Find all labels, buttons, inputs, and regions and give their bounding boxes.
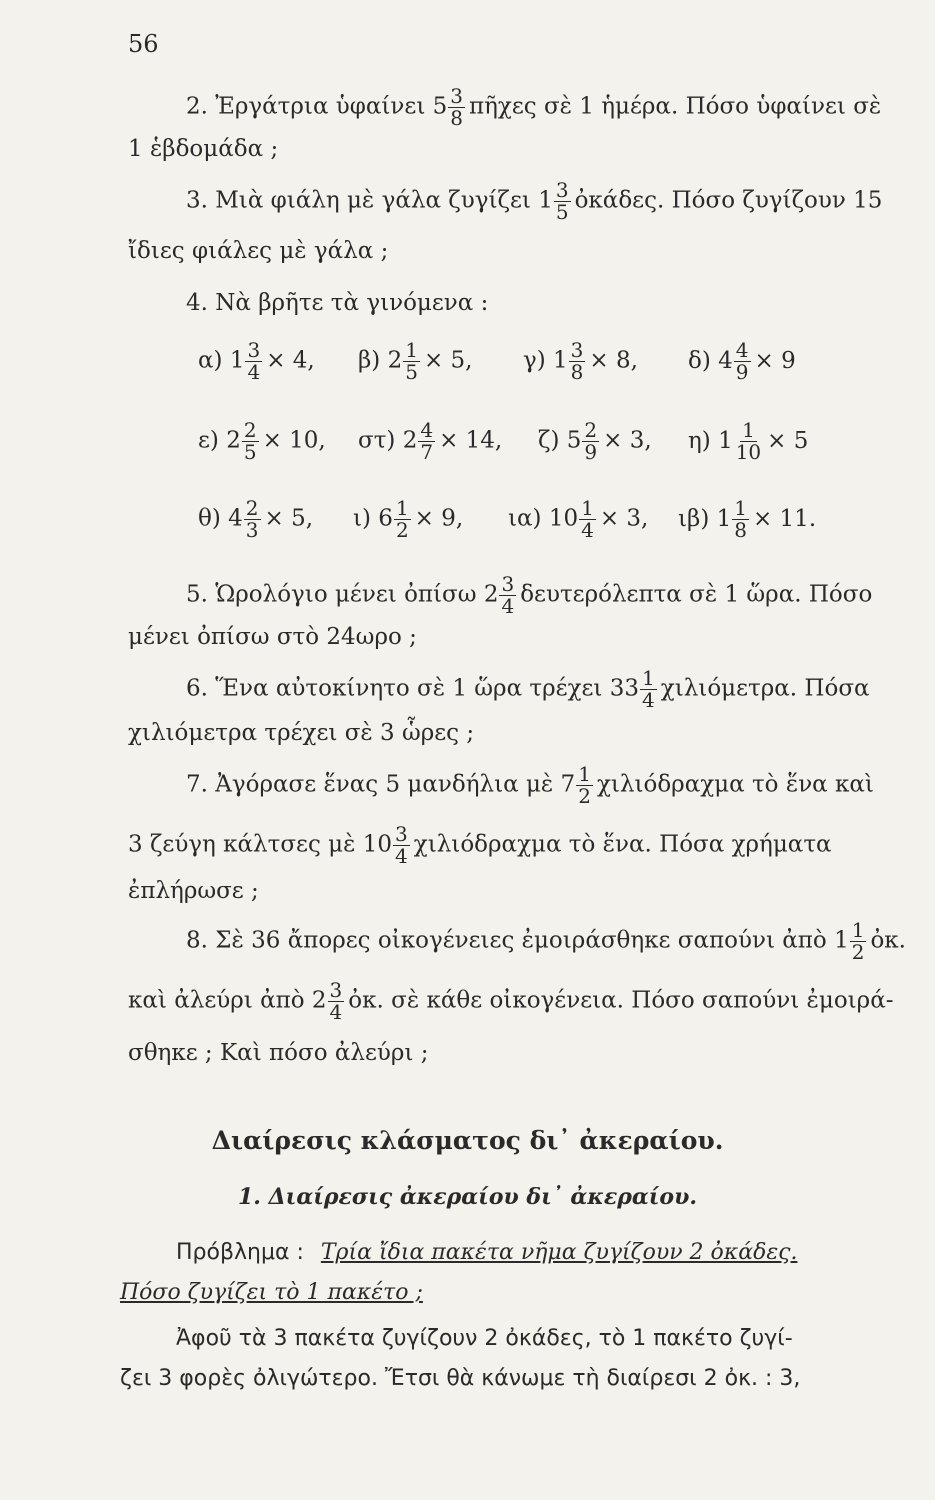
problem-8-line-2: καὶ ἀλεύρι ἀπὸ 2 $\frac{3}{4}$ ὀκ. σὲ κάθε οἰκογένεια. Πόσο σαπούνι ἐμοιρά- bbox=[128, 978, 894, 1024]
answer-line-1: Ἀφοῦ τὰ 3 πακέτα ζυγίζουν 2 ὀκάδες, τὸ 1 πακέτο ζυγί- bbox=[176, 1326, 793, 1351]
problem-7-line-2: 3 ζεύγη κάλτσες μὲ 10 $\frac{3}{4}$ χιλιόδραχμα τὸ ἕνα. Πόσα χρήματα bbox=[128, 822, 832, 868]
problem-3-line-1: 3. Μιὰ φιάλη μὲ γάλα ζυγίζει 1 $\frac{3}{5}$ ὀκάδες. Πόσο ζυγίζουν 15 bbox=[186, 178, 883, 224]
fraction: $\frac{3}{8}$ bbox=[450, 84, 464, 130]
problem-7-line-1: 7. Ἀγόρασε ἕνας 5 μανδήλια μὲ 7 $\frac{1}{2}$ χιλιόδραχμα τὸ ἕνα καὶ bbox=[186, 762, 874, 808]
problem-8-line-1: 8. Σὲ 36 ἄπορες οἰκογένειες ἐμοιράσθηκε σαπούνι ἀπὸ 1 $\frac{1}{2}$ ὀκ. bbox=[186, 918, 906, 964]
problem-2-line-2: 1 ἑβδομάδα ; bbox=[128, 136, 279, 162]
answer-line-2: ζει 3 φορὲς ὀλιγώτερο. Ἔτσι θὰ κάνωμε τὴ διαίρεσι 2 ὀκ. : 3, bbox=[120, 1366, 801, 1391]
problem-8-line-3: σθηκε ; Καὶ πόσο ἀλεύρι ; bbox=[128, 1040, 429, 1066]
problem-6-line-2: χιλιόμετρα τρέχει σὲ 3 ὧρες ; bbox=[128, 720, 475, 746]
section-title: Διαίρεσις κλάσματος δι᾽ ἀκεραίου. bbox=[211, 1126, 724, 1155]
fraction: $\frac{3}{5}$ bbox=[555, 178, 569, 224]
problem-statement-line-1 bbox=[176, 1240, 797, 1266]
problem-7-line-3: ἐπλήρωσε ; bbox=[128, 878, 259, 904]
problem-statement-line-2: Πόσο ζυγίζει τὸ 1 πακέτο ; bbox=[120, 1280, 423, 1305]
problem-label: Πρόβλημα : bbox=[176, 1240, 304, 1265]
problem-5-line-2: μένει ὀπίσω στὸ 24ωρο ; bbox=[128, 624, 417, 650]
subsection-title: 1. Διαίρεσις ἀκεραίου δι᾽ ἀκεραίου. bbox=[237, 1184, 697, 1210]
problem-3-line-2: ἴδιες φιάλες μὲ γάλα ; bbox=[128, 238, 389, 264]
problem-5-line-1: 5. Ὡρολόγιο μένει ὀπίσω 2 $\frac{3}{4}$ δευτερόλεπτα σὲ 1 ὥρα. Πόσο bbox=[186, 572, 873, 618]
problem-2-line-1: 2. Ἐργάτρια ὑφαίνει 5 $\frac{3}{8}$ πῆχες σὲ 1 ἡμέρα. Πόσο ὑφαίνει σὲ bbox=[186, 84, 882, 130]
problem-4-row-3: θ) 4 $\frac{2}{3}$ × 5, ι) 6 $\frac{1}{2}$ × 9, ια) 10 $\frac{1}{4}$ × 3, ιβ) 1 $\frac{1}{8}$ × 11. bbox=[198, 496, 817, 542]
problem-6-line-1: 6. Ἕνα αὐτοκίνητο σὲ 1 ὥρα τρέχει 33 $\frac{1}{4}$ χιλιόμετρα. Πόσα bbox=[186, 666, 870, 712]
page-number: 56 bbox=[128, 30, 159, 58]
problem-4-heading: 4. Νὰ βρῆτε τὰ γινόμενα : bbox=[186, 290, 489, 316]
problem-text: Τρία ἴδια πακέτα νῆμα ζυγίζουν 2 ὀκάδες. bbox=[320, 1240, 798, 1265]
problem-4-row-1: α) 1 $\frac{3}{4}$ × 4, β) 2 $\frac{1}{5}$ × 5, γ) 1 $\frac{3}{8}$ × 8, δ) 4 $\frac{4}{9}$ × 9 bbox=[198, 338, 796, 384]
problem-4-row-2: ε) 2 $\frac{2}{5}$ × 10, στ) 2 $\frac{4}{7}$ × 14, ζ) 5 $\frac{2}{9}$ × 3, η) 1 $\frac{1}{10}$ × 5 bbox=[198, 418, 809, 464]
